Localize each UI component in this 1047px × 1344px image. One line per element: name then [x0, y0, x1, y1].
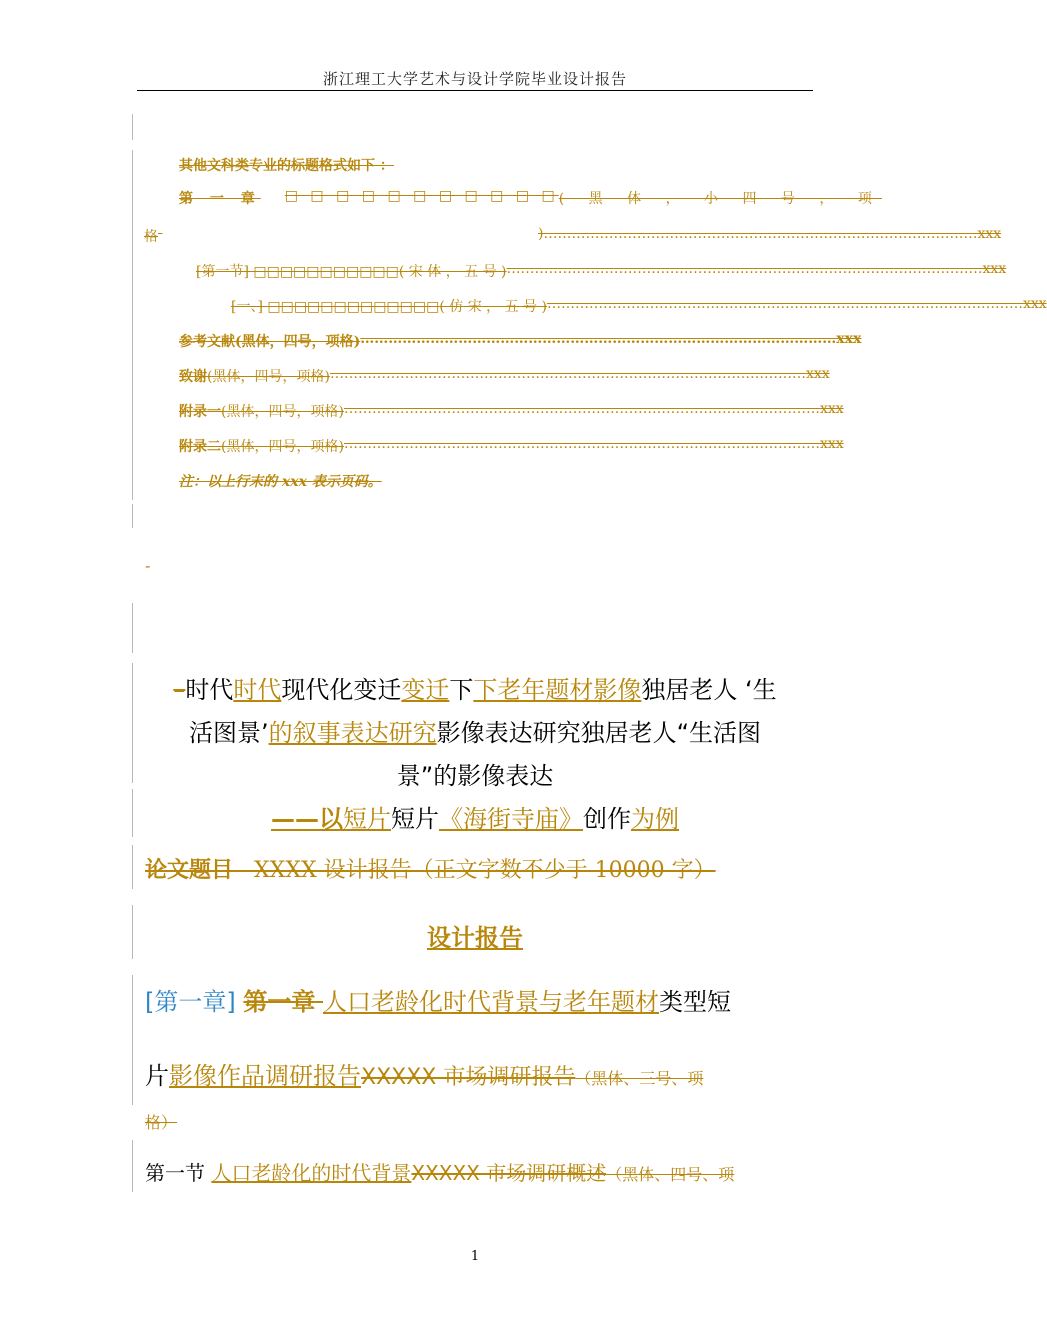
change-bar — [132, 975, 133, 1105]
toc-appendix1-format: (黑体，四号，项格) — [221, 404, 344, 420]
change-bar — [132, 114, 133, 140]
chapter1-insert: 影像作品调研报告 — [169, 1062, 361, 1090]
chapter1-insert: 人口老龄化时代背景与老年题材 — [323, 988, 660, 1016]
change-bar — [132, 789, 133, 837]
toc-references-format: (黑体，四号，项格) — [235, 334, 361, 350]
toc-subsection-page: xxx — [1022, 296, 1047, 312]
chapter1-line1 — [145, 982, 731, 1017]
thesis-title-label: 论文题目 — [145, 858, 234, 883]
title-text: 独居老人 ‘生 — [641, 676, 777, 704]
title-text: 现代化变迁 — [281, 676, 402, 704]
header-rule — [137, 90, 813, 91]
change-bar — [132, 1140, 133, 1192]
chapter1-deleted: XXXXX 市场调研报告 — [361, 1065, 576, 1090]
section1-deleted: XXXXX 市场调研概述 — [411, 1161, 607, 1185]
toc-subsection-format: ( 仿 宋 ， 五 号 ) — [439, 299, 547, 315]
title-insert: 《海街寺庙》 — [439, 805, 583, 833]
thesis-title-line — [145, 853, 716, 884]
title-text: 影像表达研究独居老人“生活图 — [436, 719, 762, 747]
change-bar — [132, 603, 133, 653]
title-line-4 — [145, 799, 805, 834]
title-text: 景”的影像表达 — [396, 762, 554, 790]
toc-subsection-label: [一、] □□□□□□□□□□□□□ — [231, 299, 440, 315]
section1-label: 第一节 — [145, 1161, 205, 1185]
toc-chapter-page: xxx — [977, 226, 1002, 242]
title-line-3 — [145, 756, 805, 791]
toc-thanks-format: (黑体，四号，项格) — [207, 369, 330, 385]
title-text: 活图景’ — [188, 719, 269, 747]
toc-appendix2-line: 附录二 (黑体，四号，项格) ………………………………………………………………………………………… xxx — [179, 436, 844, 455]
dash-mark: - — [145, 556, 151, 575]
title-text: 下 — [449, 676, 474, 704]
page-number: 1 — [470, 1249, 480, 1264]
change-bar — [132, 504, 133, 528]
chapter1-text: 片 — [145, 1062, 169, 1090]
toc-section-label: [第一节] □□□□□□□□□□□ — [196, 264, 399, 280]
title-insert: 为例 — [631, 805, 679, 833]
toc-chapter-label: 第 一 章 — [179, 191, 261, 207]
toc-references-page: xxx — [836, 331, 862, 347]
section1-insert: 人口老龄化的时代背景 — [211, 1161, 412, 1185]
title-insert: 下老年题材影像 — [473, 676, 642, 704]
chapter1-text: 类型短 — [659, 988, 732, 1016]
toc-chapter-line2: 格 ) ………………………………………………………………………………… xxx — [144, 226, 1002, 245]
toc-appendix2-label: 附录二 — [179, 439, 221, 455]
toc-chapter-format-cont: 格 — [144, 229, 158, 245]
chapter1-format: （黑体、三号、项 — [575, 1069, 704, 1088]
toc-thanks-page: xxx — [805, 366, 830, 382]
title-line-1 — [145, 670, 805, 705]
title-text: 创作 — [583, 805, 631, 833]
toc-chapter-boxes: □ □ □ □ □ □ □ □ □ □ □ — [284, 188, 559, 204]
toc-appendix1-line: 附录一 (黑体，四号，项格) ………………………………………………………………………………………… xxx — [179, 401, 844, 420]
toc-thanks-line: 致谢 (黑体，四号，项格) ………………………………………………………………………………………… xxx — [179, 366, 830, 385]
chapter1-tag: [第一章] — [145, 988, 236, 1016]
toc-appendix2-format: (黑体，四号，项格) — [221, 439, 344, 455]
title-insert: 变迁 — [401, 676, 450, 704]
toc-appendix2-page: xxx — [819, 436, 844, 452]
title-dash: – — [173, 676, 186, 704]
thesis-title-deleted: XXXX 设计报告（正文字数不少于 10000 字） — [233, 858, 716, 883]
toc-appendix1-label: 附录一 — [179, 404, 221, 420]
toc-appendix1-page: xxx — [819, 401, 844, 417]
change-bar — [132, 150, 133, 500]
toc-references-line: 参考文献 (黑体，四号，项格) ………………………………………………………………………………………… xxx — [179, 331, 862, 350]
toc-section-line: [第一节] □□□□□□□□□□□ ( 宋 体 ， 五 号 ) ………………………………………………………………………………………… xxx — [196, 261, 1007, 280]
title-insert: 时代 — [233, 676, 282, 704]
title-line-2 — [145, 713, 805, 748]
toc-chapter-format: ( 黑 体 ， 小 四 号 ， 项 — [558, 191, 882, 207]
title-text: 时代 — [185, 676, 234, 704]
section1-format: （黑体、四号、项 — [606, 1165, 735, 1184]
report-title: 设计报告 — [427, 924, 523, 952]
title-insert: 的叙事表达研究 — [268, 719, 437, 747]
toc-note: 注：以上行末的 xxx 表示页码。 — [179, 474, 382, 490]
chapter1-num: 第一章 — [243, 988, 316, 1016]
toc-thanks-label: 致谢 — [179, 369, 207, 385]
change-bar — [132, 663, 133, 783]
toc-section-format: ( 宋 体 ， 五 号 ) — [398, 264, 507, 280]
page-header: 浙江理工大学艺术与设计学院毕业设计报告 — [322, 70, 627, 88]
chapter1-line2 — [145, 1056, 703, 1091]
toc-chapter-line1 — [179, 188, 882, 208]
title-text: 短片 — [391, 805, 439, 833]
toc-intro: 其他文科类专业的标题格式如下 ： — [179, 158, 394, 174]
chapter1-format-cont: 格） — [145, 1113, 178, 1132]
change-bar — [132, 845, 133, 889]
toc-references-label: 参考文献 — [179, 334, 235, 350]
toc-subsection-line: [一、] □□□□□□□□□□□□□ ( 仿 宋 ， 五 号 ) ………………………………………………………………………………………… xxx — [231, 296, 1047, 315]
toc-section-page: xxx — [982, 261, 1007, 277]
section1-line — [145, 1157, 734, 1186]
toc-chapter-close: ) — [538, 226, 544, 242]
title-insert: 短片 — [343, 805, 391, 833]
title-insert: ——以 — [271, 805, 343, 833]
